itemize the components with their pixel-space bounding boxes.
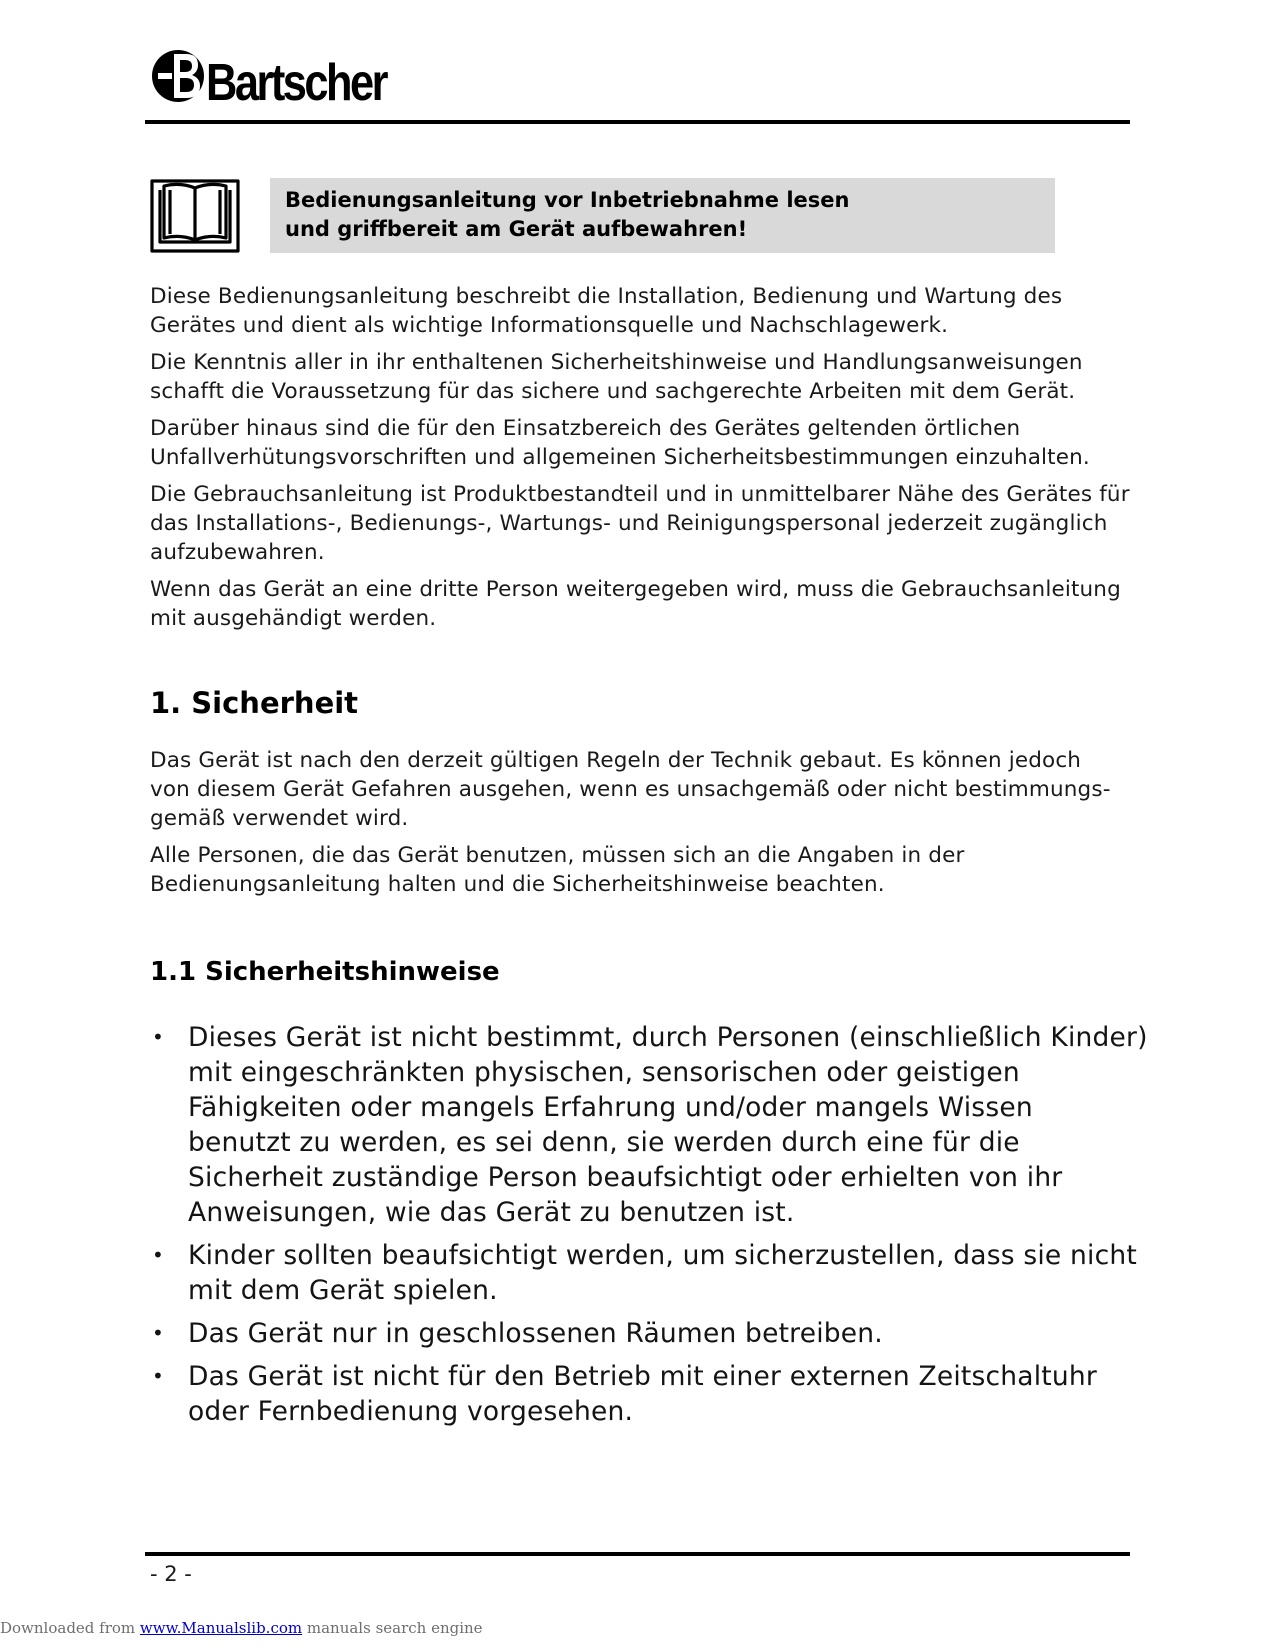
section-body-sicherheit — [150, 746, 1150, 907]
page-number: - 2 - — [150, 1562, 192, 1586]
bullet-text: Das Gerät nur in geschlossenen Räumen betreiben. — [188, 1318, 883, 1349]
bullet-icon: • — [152, 1243, 164, 1267]
bullet-icon: • — [152, 1321, 164, 1345]
open-book-icon — [150, 178, 240, 254]
bullet-icon: • — [152, 1025, 164, 1049]
intro-paragraph: Wenn das Gerät an eine dritte Person weitergegeben wird, muss die Gebrauchsanleitung mit ausgehändigt werden. — [150, 577, 1121, 631]
safety-bullet-list — [150, 1020, 1150, 1437]
bullet-text: Kinder sollten beaufsichtigt werden, um sicherzustellen, dass sie nicht mit dem Gerät spielen. — [188, 1240, 1137, 1306]
intro-paragraph: Diese Bedienungsanleitung beschreibt die Installation, Bedienung und Wartung des Gerätes und dient als wichtige Informationsquelle und Nachschlagewerk. — [150, 284, 1063, 338]
list-item — [150, 1316, 1150, 1351]
notice-line-1: Bedienungsanleitung vor Inbetriebnahme lesen — [285, 188, 850, 212]
download-prefix: Downloaded from — [0, 1619, 140, 1637]
bullet-text: Dieses Gerät ist nicht bestimmt, durch Personen (einschließlich Kinder) mit eingeschränkten physischen, sensorischen oder geistigen Fähigkeiten oder mangels Erfahrung und/oder mangels Wissen benutzt zu werden, es sei denn, sie werden durch eine für die Sicherheit zuständige Person beaufsichtigt oder erhielten von ihr Anweisungen, wie das Gerät zu benutzen ist. — [188, 1022, 1148, 1228]
intro-paragraph: Darüber hinaus sind die für den Einsatzbereich des Gerätes geltenden örtlichen Unfallverhütungsvorschriften und allgemeinen Sicherheitsbestimmungen einzuhalten. — [150, 416, 1090, 470]
intro-section — [150, 282, 1150, 641]
section-paragraph: Alle Personen, die das Gerät benutzen, müssen sich an die Angaben in der Bedienungsanleitung halten und die Sicherheitshinweise beachten. — [150, 843, 965, 897]
notice-line-2: und griffbereit am Gerät aufbewahren! — [285, 217, 748, 241]
logo-text: Bartscher — [206, 54, 389, 112]
bullet-icon: • — [152, 1364, 164, 1388]
header-rule — [145, 120, 1130, 124]
list-item — [150, 1238, 1150, 1308]
intro-paragraph: Die Gebrauchsanleitung ist Produktbestandteil und in unmittelbarer Nähe des Gerätes für das Installations-, Bedienungs-, Wartungs- und Reinigungspersonal jederzeit zugänglich aufzubewahren. — [150, 482, 1130, 565]
download-footer — [0, 1618, 483, 1638]
footer-rule — [145, 1552, 1130, 1556]
bartscher-logo — [150, 40, 390, 120]
download-suffix: manuals search engine — [302, 1619, 483, 1637]
intro-paragraph: Die Kenntnis aller in ihr enthaltenen Sicherheitshinweise und Handlungsanweisungen schafft die Voraussetzung für das sichere und sachgerechte Arbeiten mit dem Gerät. — [150, 350, 1083, 404]
notice-box — [270, 178, 1055, 253]
section-paragraph: Das Gerät ist nach den derzeit gültigen Regeln der Technik gebaut. Es können jedoch von diesem Gerät Gefahren ausgehen, wenn es unsachgemäß oder nicht bestimmungs- gemäß verwendet wird. — [150, 748, 1111, 831]
list-item — [150, 1020, 1150, 1230]
section-heading-sicherheit: 1. Sicherheit — [150, 686, 359, 720]
list-item — [150, 1359, 1150, 1429]
section-heading-sicherheitshinweise: 1.1 Sicherheitshinweise — [150, 957, 500, 987]
manualslib-link[interactable]: www.Manualslib.com — [139, 1619, 303, 1637]
bullet-text: Das Gerät ist nicht für den Betrieb mit einer externen Zeitschaltuhr oder Fernbedienung vorgesehen. — [188, 1361, 1097, 1427]
